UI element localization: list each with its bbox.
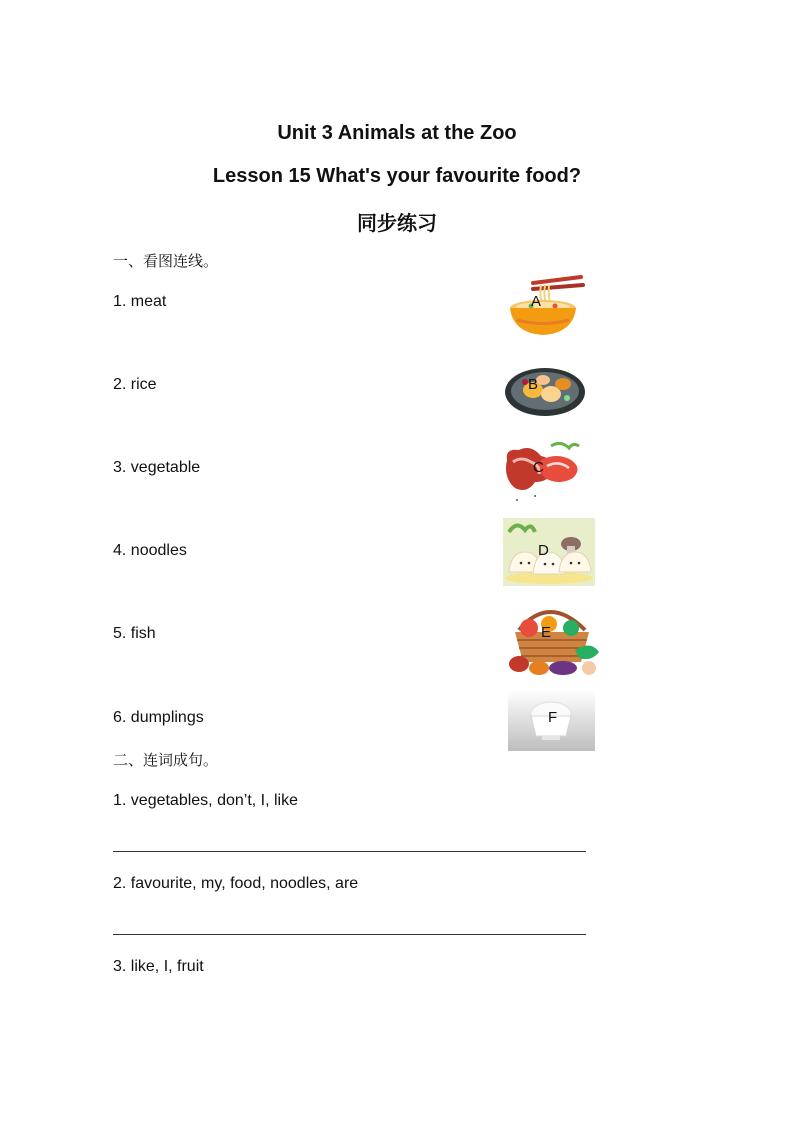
vegetable-basket-icon bbox=[505, 600, 603, 680]
picture-letter-d: D bbox=[538, 542, 549, 559]
match-item-4: 4. noodles bbox=[113, 542, 187, 559]
picture-letter-c: C bbox=[533, 459, 544, 476]
fish-dish-icon bbox=[503, 360, 587, 420]
match-item-6: 6. dumplings bbox=[113, 709, 204, 726]
sentence-item-2: 2. favourite, my, food, noodles, are bbox=[113, 875, 359, 892]
picture-letter-b: B bbox=[528, 376, 539, 393]
match-item-2: 2. rice bbox=[113, 376, 157, 393]
picture-letter-a: A bbox=[531, 293, 542, 310]
match-item-3: 3. vegetable bbox=[113, 459, 201, 476]
section1-heading: 一、看图连线。 bbox=[113, 252, 219, 270]
section2-heading: 二、连词成句。 bbox=[113, 751, 219, 769]
match-item-1: 1. meat bbox=[113, 293, 167, 310]
answer-line-2[interactable] bbox=[113, 934, 586, 935]
noodle-bowl-icon bbox=[505, 275, 585, 337]
picture-letter-e: E bbox=[541, 624, 552, 641]
sentence-item-3: 3. like, I, fruit bbox=[113, 958, 204, 975]
answer-line-1[interactable] bbox=[113, 851, 586, 852]
dumplings-icon bbox=[503, 518, 595, 586]
match-item-5: 5. fish bbox=[113, 625, 156, 642]
picture-letter-f: F bbox=[548, 709, 558, 726]
unit-title: Unit 3 Animals at the Zoo bbox=[277, 122, 517, 144]
sentence-item-1: 1. vegetables, don’t, I, like bbox=[113, 792, 298, 809]
worksheet-subtitle: 同步练习 bbox=[357, 211, 437, 235]
lesson-title: Lesson 15 What's your favourite food? bbox=[212, 165, 582, 187]
